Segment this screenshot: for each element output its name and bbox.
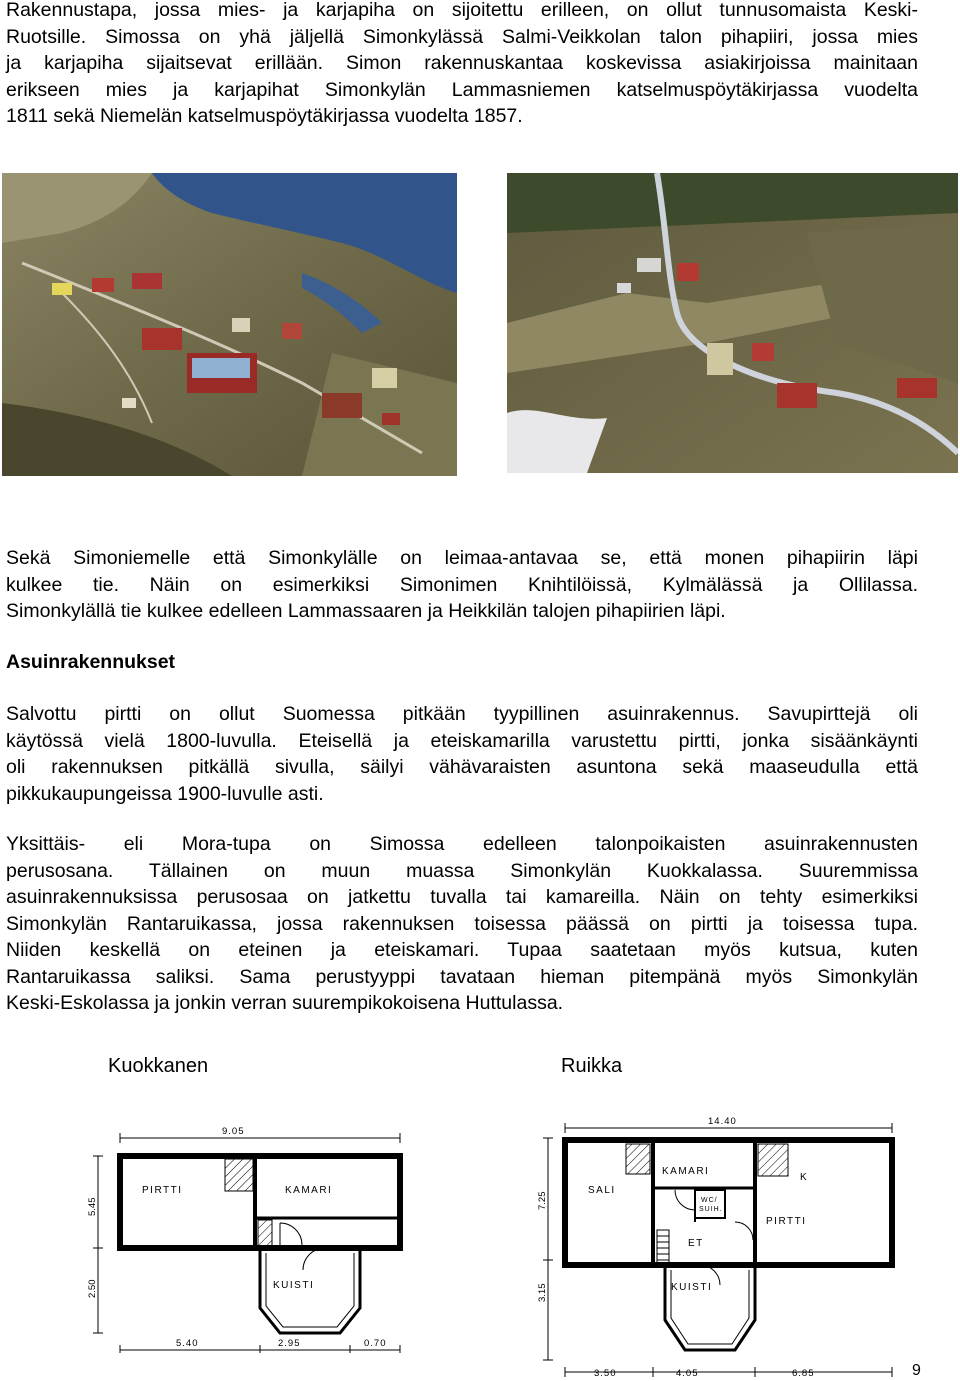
- dim-side-lower: 3.15: [537, 1283, 548, 1302]
- room-label: PIRTTI: [142, 1185, 183, 1196]
- text-line: oli rakennuksen pitkällä sivulla, säilyi vähävaraisten asuntona sekä maaseudulla että: [6, 756, 918, 778]
- room-label: WC/: [701, 1197, 718, 1204]
- floor-plan-ruikka: [530, 1110, 900, 1380]
- room-label: KAMARI: [662, 1166, 710, 1177]
- dim-side-upper: 7.25: [537, 1191, 548, 1210]
- dim-bottom: 5.40: [176, 1338, 199, 1349]
- dim-side-upper: 5.45: [87, 1197, 98, 1216]
- dim-bottom: 0.70: [364, 1338, 387, 1349]
- text-line: Rantaruikassa saliksi. Sama perustyyppi tavataan hieman pitempänä myös Simonkylän: [6, 965, 918, 988]
- text-line: Keski-Eskolassa ja jonkin verran suurempikokoisena Huttulassa.: [6, 992, 564, 1014]
- room-label: KUISTI: [273, 1280, 315, 1291]
- page-number: 9: [912, 1362, 921, 1379]
- text-line: Rakennustapa, jossa mies- ja karjapiha on sijoitettu erilleen, on ollut tunnusomaista Keski-: [6, 0, 918, 21]
- intro-paragraph: [6, 0, 918, 130]
- text-line: perusosana. Tällainen on muun muassa Simonkylän Kuokkalassa. Suuremmissa: [6, 859, 918, 882]
- room-label: PIRTTI: [766, 1216, 807, 1227]
- dim-bottom: 3.50: [594, 1368, 617, 1379]
- caption-kuokkanen: Kuokkanen: [108, 1055, 209, 1077]
- dim-bottom: 2.95: [278, 1338, 301, 1349]
- room-label: ET: [688, 1238, 704, 1249]
- text-line: Simonkylän Rantaruikassa, jossa rakennuksen toisessa päässä on pirtti ja toisessa tupa.: [6, 912, 918, 935]
- room-label: SALI: [588, 1185, 616, 1196]
- road-paragraph: [6, 545, 918, 625]
- aerial-photo-simoniemi: [2, 173, 457, 476]
- room-label: KUISTI: [671, 1282, 713, 1293]
- text-line: Salvottu pirtti on ollut Suomessa pitkään tyypillinen asuinrakennus. Savupirttejä oli: [6, 703, 918, 725]
- caption-ruikka: Ruikka: [561, 1055, 623, 1077]
- dim-top: 14.40: [708, 1116, 737, 1127]
- text-line: Ruotsille. Simossa on yhä jäljellä Simonkylässä Salmi-Veikkolan talon pihapiiri, jossa mies: [6, 25, 918, 48]
- dim-top: 9.05: [222, 1126, 245, 1137]
- text-line: Simonkylällä tie kulkee edelleen Lammassaaren ja Heikkilän talojen pihapiirien läpi.: [6, 600, 726, 622]
- salvottu-paragraph: [6, 701, 918, 807]
- text-line: Sekä Simoniemelle että Simonkylälle on leimaa-antavaa se, että monen pihapiirin läpi: [6, 547, 918, 569]
- room-label: SUIH.: [699, 1206, 723, 1213]
- text-line: asuinrakennuksissa perusosaa on jatkettu tuvalla tai kamareilla. Näin on tehty esimerkiksi: [6, 886, 918, 908]
- text-line: erikseen mies ja karjapihat Simonkylän Lammasniemen katselmuspöytäkirjassa vuodelta: [6, 78, 918, 101]
- text-line: 1811 sekä Niemelän katselmuspöytäkirjassa vuodelta 1857.: [6, 105, 523, 127]
- floor-plan-kuokkanen: [80, 1118, 410, 1353]
- text-line: käytössä vielä 1800-luvulla. Eteisellä ja eteiskamarilla varustettu pirtti, jonka sisäänkäynti: [6, 729, 918, 752]
- text-line: pikkukaupungeissa 1900-luvulle asti.: [6, 782, 324, 805]
- text-line: Yksittäis- eli Mora-tupa on Simossa edelleen talonpoikaisten asuinrakennusten: [6, 833, 918, 855]
- text-line: ja karjapiha sijaitsevat erillään. Simon rakennuskantaa koskevissa asiakirjoissa mainitaan: [6, 52, 918, 74]
- mora-paragraph: [6, 831, 918, 1017]
- text-line: kulkee tie. Näin on esimerkiksi Simonimen Knihtilöissä, Kylmälässä ja Ollilassa.: [6, 573, 918, 596]
- dim-bottom: 4.05: [676, 1368, 699, 1379]
- dim-bottom: 6.85: [792, 1368, 815, 1379]
- text-line: Niiden keskellä on eteinen ja eteiskamari. Tupaa saatetaan myös kutsua, kuten: [6, 939, 918, 961]
- room-label: K: [800, 1172, 809, 1183]
- section-heading: Asuinrakennukset: [6, 651, 176, 673]
- aerial-photo-simonkyla-image: [507, 173, 958, 473]
- aerial-photo-simoniemi-image: [2, 173, 457, 476]
- dim-side-lower: 2.50: [87, 1279, 98, 1298]
- aerial-photo-simonkyla: [507, 173, 958, 473]
- room-label: KAMARI: [285, 1185, 333, 1196]
